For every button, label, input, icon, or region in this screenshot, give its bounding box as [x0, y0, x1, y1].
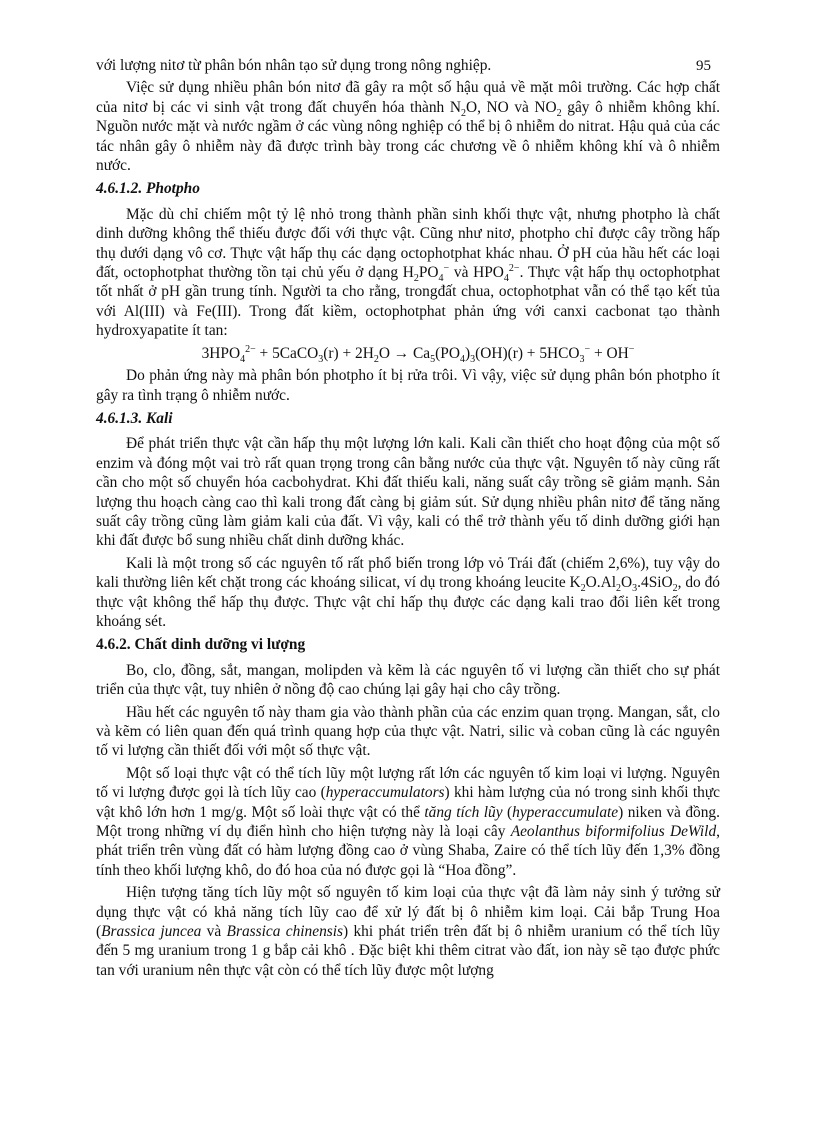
paragraph-continuation: với lượng nitơ từ phân bón nhân tạo sử dụng trong nông nghiệp.	[96, 57, 492, 74]
paragraph-photpho: Mặc dù chỉ chiếm một tỷ lệ nhỏ trong thành phần sinh khối thực vật, nhưng photpho là chất dinh dưỡng không thể thiếu được đối với thực vật. Cũng như nitơ, photpho chỉ được cây trồng hấp thụ dưới dạng vô cơ. Thực vật hấp thụ các dạng octophotphat khác nhau. Ở pH của hầu hết các loại đất, octophotphat thường tồn tại chủ yếu ở dạng $H_2PO_4^-$ và $HPO_4^{2-}$. Thực vật hấp thụ octophotphat tốt nhất ở pH gần trung tính. Người ta cho rằng, trongđất chua, octophotphat vẫn có thể tạo kết tủa với Al(III) và Fe(III). Trong đất kiềm, octophotphat phản ứng với canxi cacbonat tạo thành hydroxyapatite ít tan:	[96, 205, 720, 340]
heading-photpho: 4.6.1.2. Photpho	[96, 180, 200, 198]
paragraph-hyperaccumulators: Một số loại thực vật có thể tích lũy một lượng rất lớn các nguyên tố kim loại vi lượng. Nguyên tố vi lượng được gọi là tích lũy cao (hyperaccumulators) khi hàm lượng của nó trong sinh khối thực vật khô lớn hơn 1 mg/g. Một số loài thực vật có thể tăng tích lũy (hyperaccumulate) niken và đồng. Một trong những ví dụ điển hình cho hiện tượng này là loại cây Aeolanthus biformifolius DeWild, phát triển trên vùng đất có hàm lượng đồng cao ở vùng Shaba, Zaire có thể tích lũy đến 1,3% đồng tính theo khối lượng khô, do đó hoa của nó được gọi là “Hoa đồng”.	[96, 764, 720, 879]
page-number: 95	[696, 58, 711, 74]
heading-kali: 4.6.1.3. Kali	[96, 409, 173, 427]
paragraph-kali-need: Để phát triển thực vật cần hấp thụ một lượng lớn kali. Kali cần thiết cho hoạt động của một số enzim và đóng một vai trò rất quan trọng trong cân bằng nước của thực vật. Nguyên tố này cũng rất cần cho một số chuyển hóa cacbohydrat. Khi đất thiếu kali, năng suất cây trồng sẽ giảm mạnh. Sản lượng thu hoạch càng cao thì kali trong đất càng bị giảm sút. Sử dụng nhiều phân nitơ để tăng năng suất cây trồng cũng làm giảm kali của đất. Vì vậy, kali có thể trở thành yếu tố dinh dưỡng giới hạn khi đất được bổ sung nhiều chất dinh dưỡng khác.	[96, 435, 720, 550]
chemical-equation: $3HPO_4^{2-}$ + 5CaCO$_3$(r) + $2H_2O \to Ca_5(PO_4)_3(OH)(r) + 5HCO_3^- + OH^-$	[201, 343, 635, 365]
heading-micronutrients: 4.6.2. Chất dinh dưỡng vi lượng	[96, 636, 306, 654]
paragraph-nitrogen-consequences: Việc sử dụng nhiều phân bón nitơ đã gây ra một số hậu quả về mặt môi trường. Các hợp chất của nitơ bị các vi sinh vật trong đất chuyển hóa thành $N_2O$, NO và $NO_2$ gây ô nhiễm không khí. Nguồn nước mặt và nước ngầm ở các vùng nông nghiệp có thể bị ô nhiễm do nitrat. Hậu quả của các tác nhân gây ô nhiễm này đã được trình bày trong các chương về ô nhiễm không khí và ô nhiễm nước.	[96, 79, 720, 175]
paragraph-photpho-leaching: Do phản ứng này mà phân bón photpho ít bị rửa trôi. Vì vậy, việc sử dụng phân bón photpho ít gây ra tình trạng ô nhiễm nước.	[96, 367, 720, 404]
paragraph-kali-minerals: Kali là một trong số các nguyên tố rất phổ biến trong lớp vỏ Trái đất (chiếm 2,6%), tuy vậy do kali thường liên kết chặt trong các khoáng silicat, ví dụ trong khoáng leucite $K_2O.Al_2O_3.4SiO_2$, do đó thực vật không thể hấp thụ được. Thực vật chỉ hấp thụ được các dạng kali trao đổi liên kết trong khoáng sét.	[96, 554, 721, 630]
paragraph-enzymes: Hầu hết các nguyên tố này tham gia vào thành phần của các enzim quan trọng. Mangan, sắt, clo và kẽm có liên quan đến quá trình quang hợp của thực vật. Natri, silic và coban cũng là các nguyên tố vi lượng cần thiết đối với một số thực vật.	[96, 703, 720, 760]
paragraph-phytoremediation: Hiện tượng tăng tích lũy một số nguyên tố kim loại của thực vật đã làm nảy sinh ý tưởng sử dụng thực vật có khả năng tích lũy cao để xử lý đất bị ô nhiễm kim loại. Cải bắp Trung Hoa (Brassica juncea và Brassica chinensis) khi phát triển trên đất bị ô nhiễm uranium có thể tích lũy đến 5 mg uranium trong 1 g bắp cải khô . Đặc biệt khi thêm citrat vào đất, ion này sẽ tạo được phức tan với uranium nên thực vật còn có thể tích lũy được một lượng	[96, 884, 720, 979]
document-body	[96, 56, 720, 983]
paragraph-micronutrients-list: Bo, clo, đồng, sắt, mangan, molipden và kẽm là các nguyên tố vi lượng cần thiết cho sự phát triển của thực vật, tuy nhiên ở nồng độ cao chúng lại gây hại cho cây trồng.	[96, 661, 720, 699]
